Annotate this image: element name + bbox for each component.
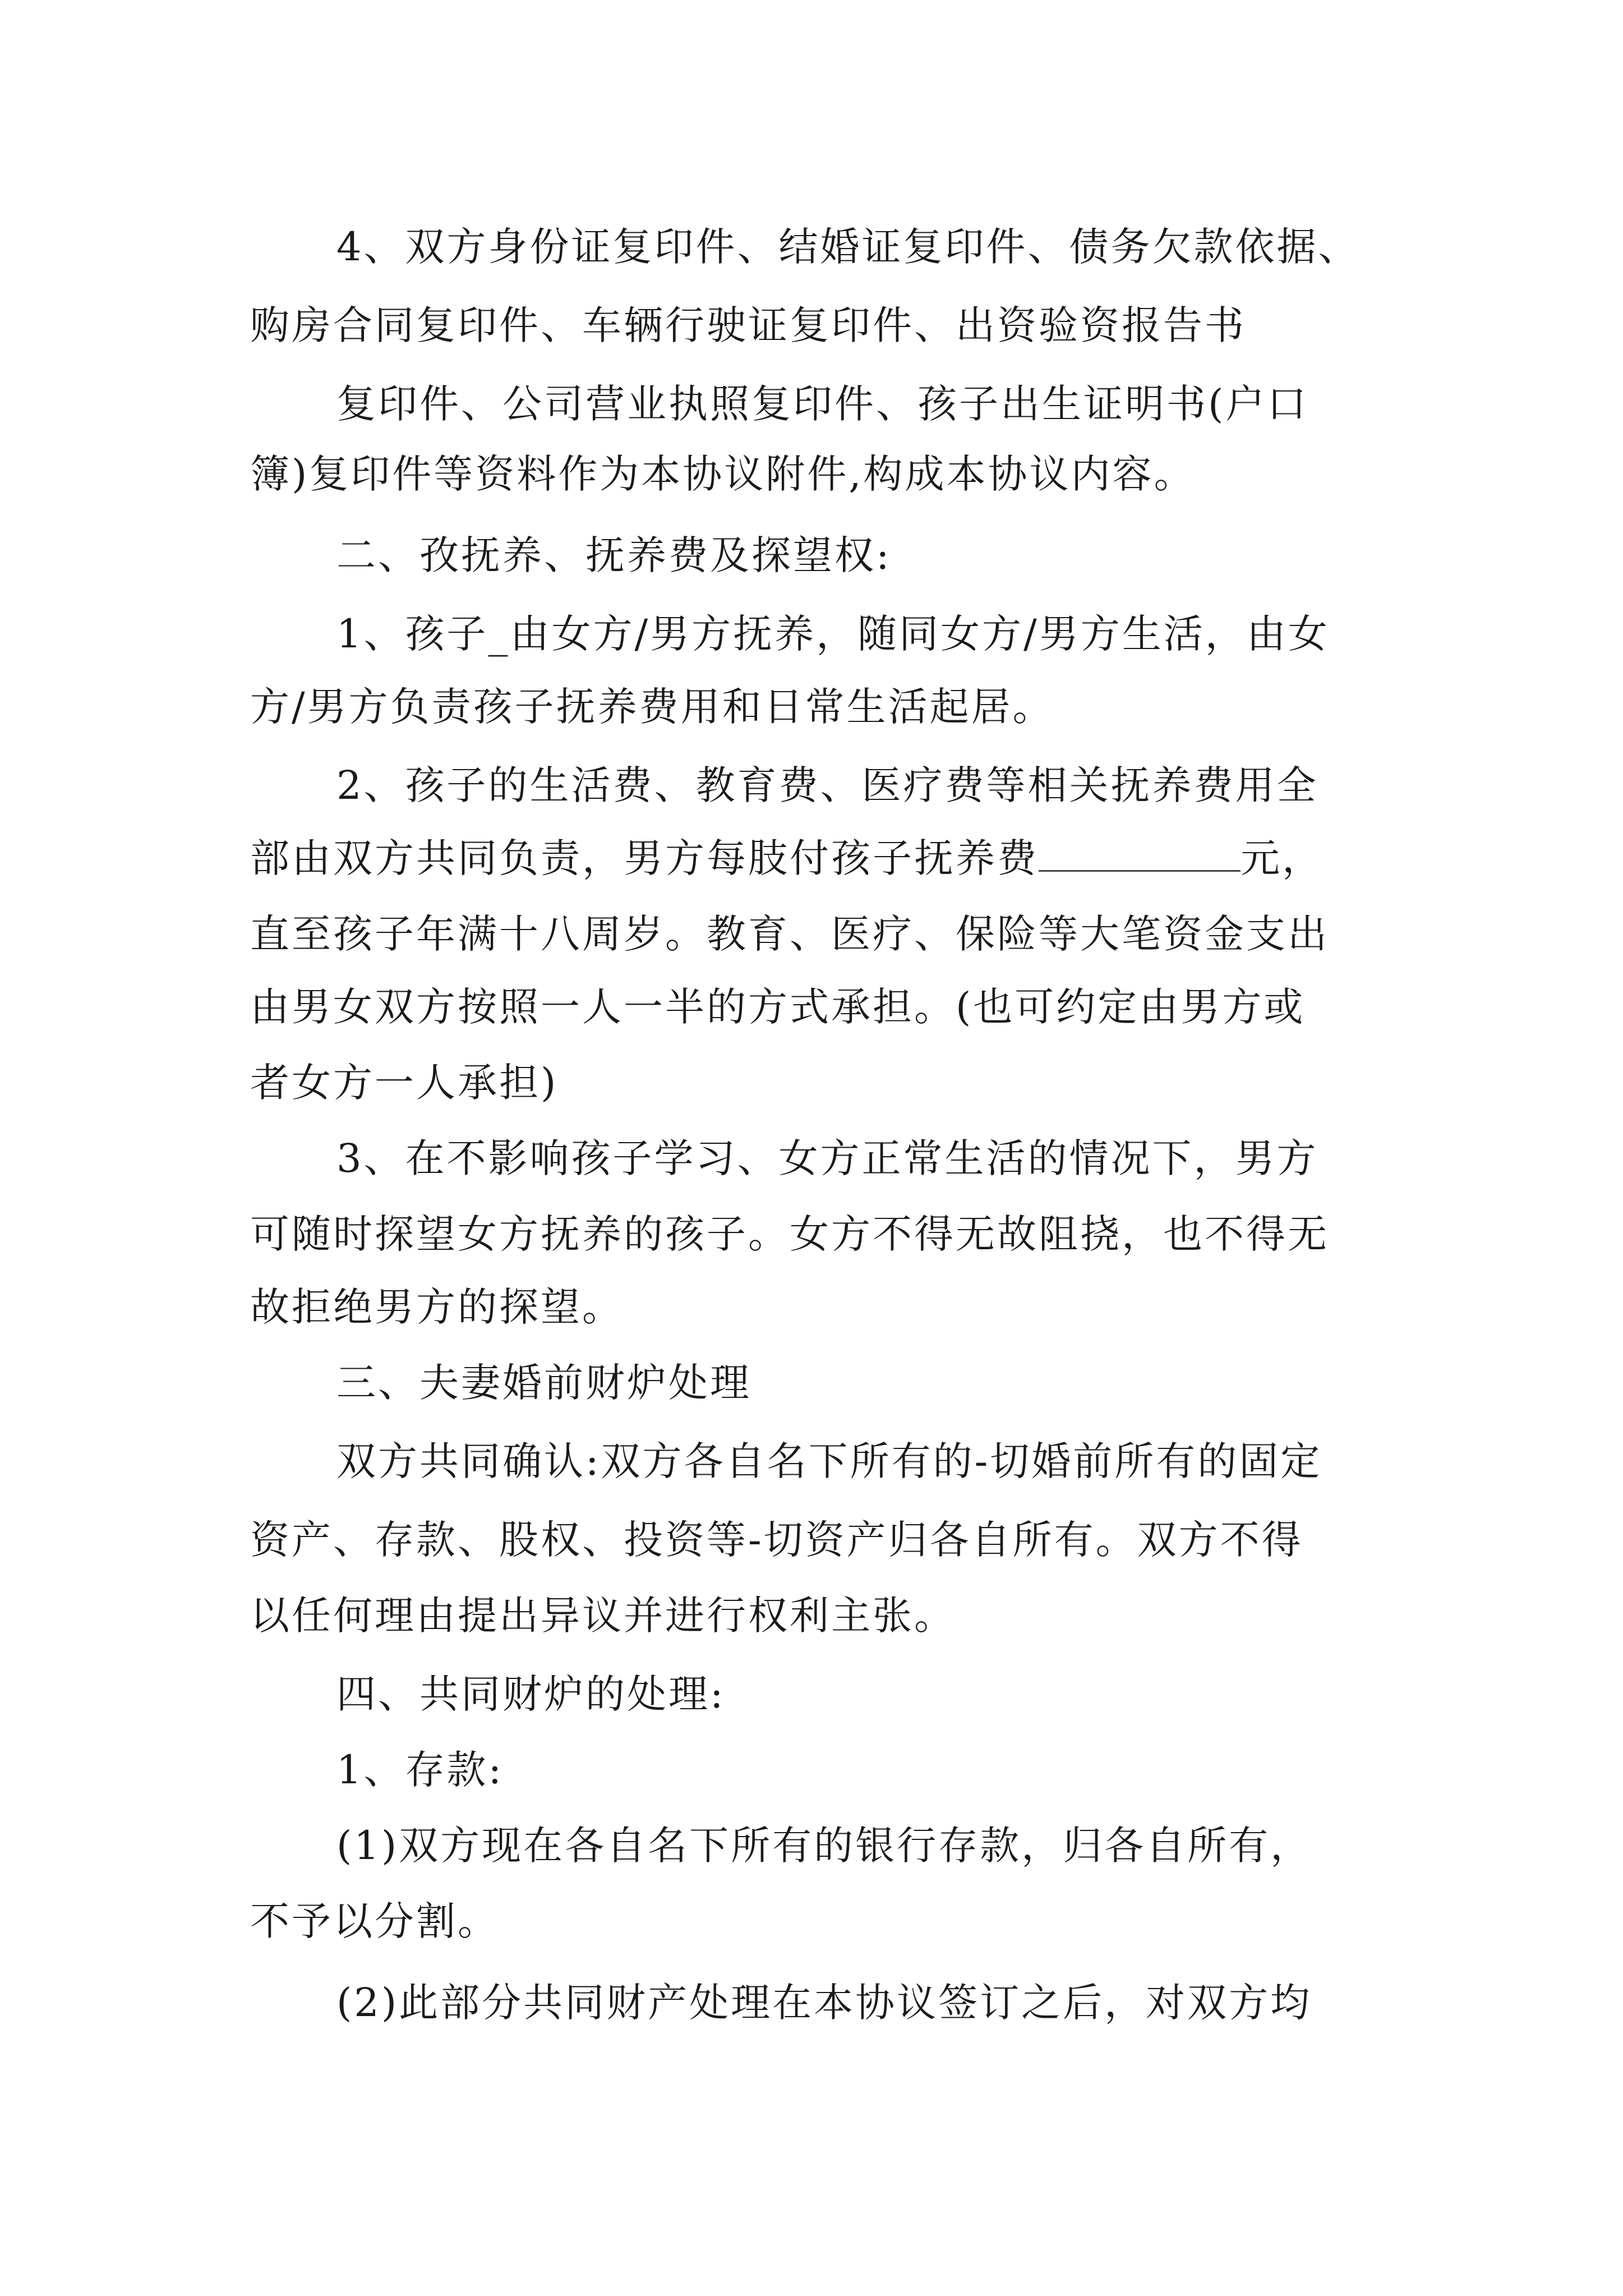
paragraph-line: 资产、存款、股权、投资等-切资产归各自所有。双方不得 xyxy=(250,1517,1303,1563)
paragraph-line: (1)双方现在各自名下所有的银行存款，归各自所有， xyxy=(336,1823,1312,1869)
paragraph-line: 可随时探望女方抚养的孩子。女方不得无故阻挠，也不得无 xyxy=(250,1211,1329,1257)
paragraph-line: 不予以分割。 xyxy=(250,1898,499,1944)
paragraph-line: 1、孩子_由女方/男方抚养，随同女方/男方生活，由女 xyxy=(336,611,1330,657)
paragraph-line: 双方共同确认:双方各自名下所有的-切婚前所有的固定 xyxy=(336,1438,1322,1484)
paragraph-line: 直至孩子年满十八周岁。教育、医疗、保险等大笔资金支出 xyxy=(250,911,1329,957)
section-heading: 二、孜抚养、抚养费及探望权: xyxy=(336,532,892,578)
paragraph-text: 元， xyxy=(1241,835,1324,881)
paragraph-line: (2)此部分共同财产处理在本协议签订之后，对双方均 xyxy=(336,1980,1312,2026)
paragraph-line: 4、双方身份证复印件、结婚证复印件、债务欠款依据、 xyxy=(336,224,1360,270)
paragraph-line: 购房合同复印件、车辆行驶证复印件、出资验资报告书 xyxy=(250,302,1246,348)
section-heading: 四、共同财炉的处理: xyxy=(336,1671,726,1717)
paragraph-line-with-blank xyxy=(250,830,1433,886)
paragraph-line: 方/男方负责孩子抚养费用和日常生活起居。 xyxy=(250,684,1054,730)
fill-in-blank xyxy=(1039,835,1241,872)
paragraph-line: 故拒绝男方的探望。 xyxy=(250,1284,624,1330)
paragraph-line: 由男女双方按照一人一半的方式承担。(也可约定由男方或 xyxy=(250,984,1306,1030)
paragraph-line: 复印件、公司营业执照复印件、孩子出生证明书(户口 xyxy=(336,381,1309,427)
section-heading: 三、夫妻婚前财炉处理 xyxy=(336,1360,751,1406)
paragraph-line: 者女方一人承担) xyxy=(250,1060,559,1106)
paragraph-line: 簿)复印件等资料作为本协议附件,构成本协议内容。 xyxy=(250,451,1196,497)
paragraph-line: 1、存款: xyxy=(336,1747,504,1793)
paragraph-text: 部由双方共同负责，男方每肢付孩子抚养费 xyxy=(250,835,1039,881)
paragraph-line: 2、孩子的生活费、教育费、医疗费等相关抚养费用全 xyxy=(336,762,1318,808)
paragraph-line: 3、在不影响孩子学习、女方正常生活的情况下，男方 xyxy=(336,1135,1318,1181)
paragraph-line: 以任何理由提出异议并进行权利主张。 xyxy=(250,1593,956,1639)
